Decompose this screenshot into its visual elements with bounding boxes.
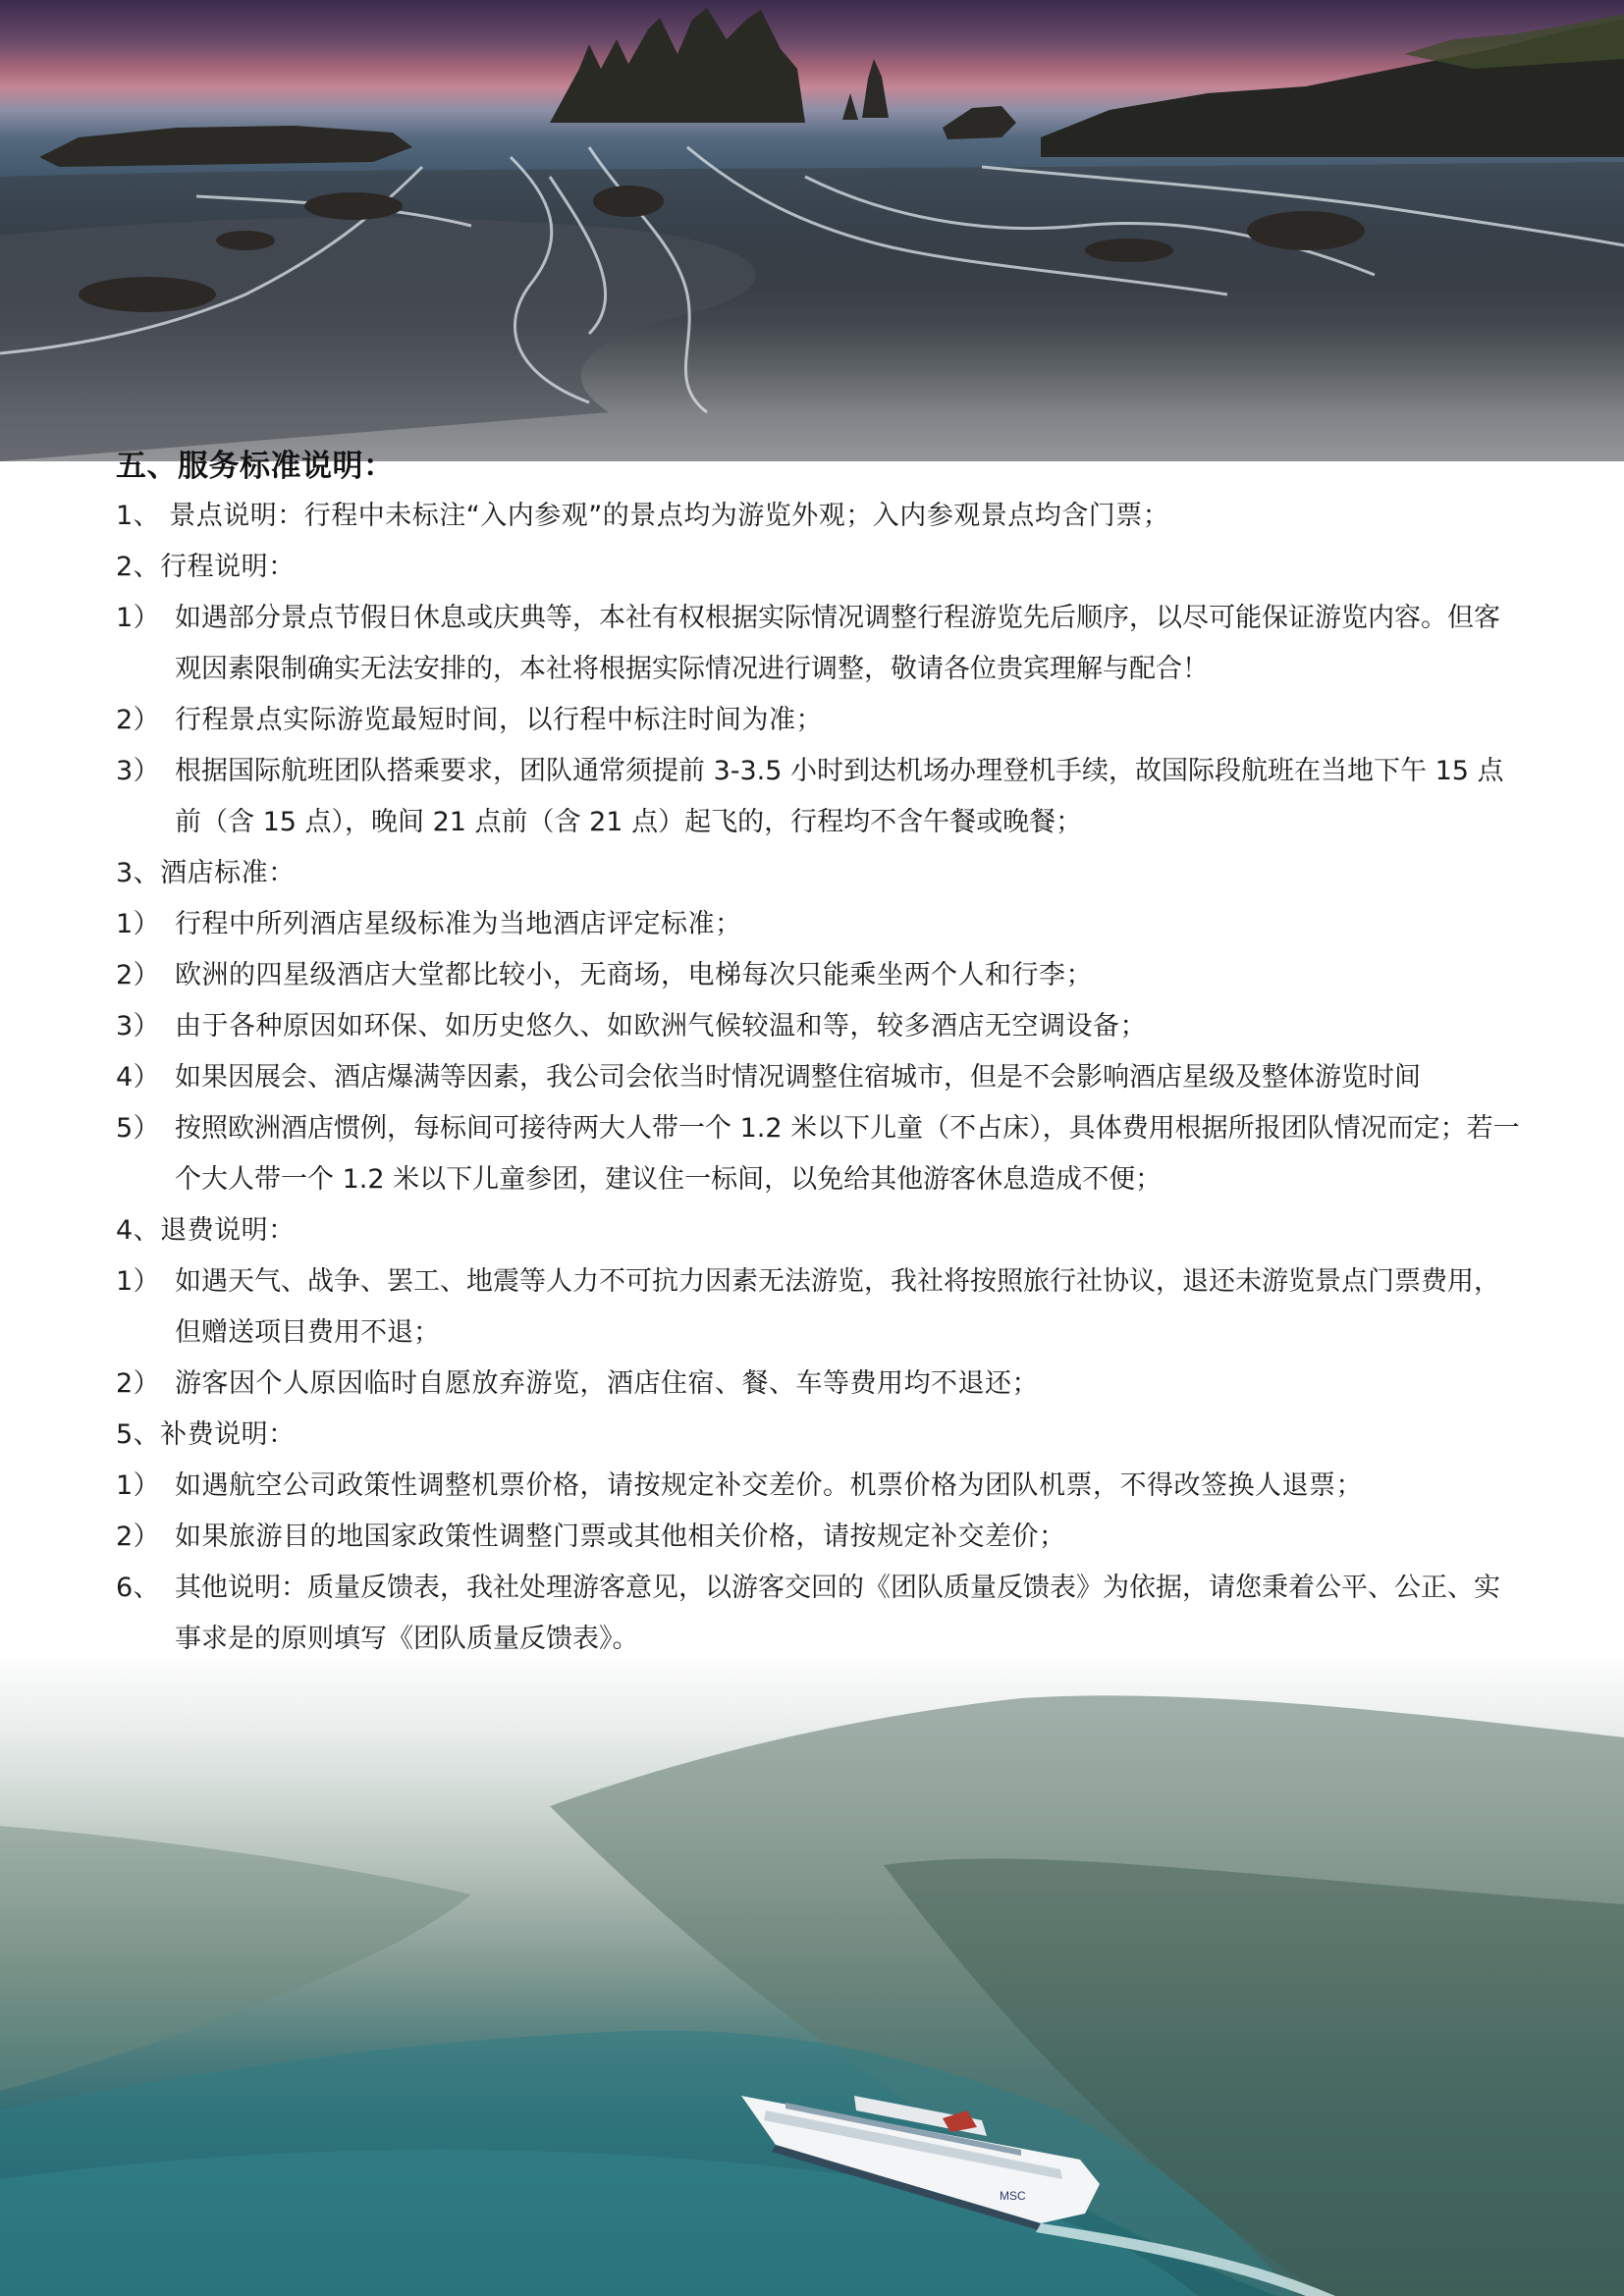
item-text: 如果因展会、酒店爆满等因素，我公司会依当时情况调整住宿城市，但是不会影响酒店星级及整体游览时间 (175, 1062, 1421, 1093)
list-item (116, 950, 1520, 1001)
item-text: 行程中所列酒店星级标准为当地酒店评定标准； (175, 909, 742, 939)
hotel-label: 3、酒店标准： (116, 858, 296, 888)
surcharge-label: 5、补费说明： (116, 1419, 296, 1450)
itinerary-label: 2、行程说明： (116, 552, 296, 582)
list-item (116, 746, 1520, 848)
service-standards (116, 442, 1520, 1665)
item-number: 6、 (116, 1573, 161, 1603)
item-number: 2） (116, 1522, 161, 1552)
item-text: 游客因个人原因临时自愿放弃游览，酒店住宿、餐、车等费用均不退还； (175, 1368, 1039, 1399)
refund-label: 4、退费说明： (116, 1215, 296, 1246)
list-item (116, 1359, 1520, 1410)
sight-description: 1、 景点说明：行程中未标注“入内参观”的景点均为游览外观；入内参观景点均含门票； (116, 501, 1170, 531)
list-item (116, 1103, 1520, 1205)
list-item (116, 1461, 1520, 1512)
item-number: 2） (116, 1368, 161, 1399)
item-text: 按照欧洲酒店惯例，每标间可接待两大人带一个 1.2 米以下儿童（不占床），具体费用根据所报团队情况而定；若一个大人带一个 1.2 米以下儿童参团，建议住一标间，以免给其他游客休息造成不便； (175, 1113, 1520, 1195)
list-item (116, 1256, 1520, 1359)
list-item (116, 899, 1520, 950)
seascape-illustration (0, 0, 1624, 461)
item-number: 1） (116, 1470, 161, 1501)
item-text: 如遇天气、战争、罢工、地震等人力不可抗力因素无法游览，我社将按照旅行社协议，退还未游览景点门票费用，但赠送项目费用不退； (175, 1266, 1500, 1348)
item-text: 根据国际航班团队搭乘要求，团队通常须提前 3-3.5 小时到达机场办理登机手续，故国际段航班在当地下午 15 点前（含 15 点），晚间 21 点前（含 21 点）起飞的，行程均不含午餐或晚餐； (175, 756, 1504, 837)
ship-logo-text: MSC (1000, 2189, 1026, 2203)
other-notes (116, 1563, 1520, 1665)
fjord-illustration (0, 1649, 1624, 2296)
item-number: 4） (116, 1062, 161, 1093)
sea-stack-small (862, 59, 889, 118)
item-number: 1） (116, 603, 161, 633)
section-heading: 五、服务标准说明： (116, 449, 395, 484)
list-item (116, 593, 1520, 695)
item-number: 1） (116, 1266, 161, 1297)
rock-left (39, 126, 412, 167)
item-text: 由于各种原因如环保、如历史悠久、如欧洲气候较温和等，较多酒店无空调设备； (175, 1011, 1147, 1041)
list-item (116, 1001, 1520, 1052)
item-number: 3） (116, 1011, 161, 1041)
item-text: 如果旅游目的地国家政策性调整门票或其他相关价格，请按规定补交差价； (175, 1522, 1066, 1552)
item-text: 行程景点实际游览最短时间，以行程中标注时间为准； (175, 705, 823, 735)
item-number: 2） (116, 705, 161, 735)
item-text: 欧洲的四星级酒店大堂都比较小，无商场，电梯每次只能乘坐两个人和行李； (175, 960, 1093, 990)
sea-stacks (550, 8, 805, 123)
item-text: 其他说明：质量反馈表，我社处理游客意见，以游客交回的《团队质量反馈表》为依据，请您秉着公平、公正、实事求是的原则填写《团队质量反馈表》。 (175, 1573, 1500, 1654)
item-number: 2） (116, 960, 161, 990)
list-item (116, 1512, 1520, 1563)
item-number: 5） (116, 1113, 161, 1144)
item-text: 如遇航空公司政策性调整机票价格，请按规定补交差价。机票价格为团队机票，不得改签换人退票； (175, 1470, 1363, 1501)
header-seascape-photo (0, 0, 1624, 461)
item-number: 3） (116, 756, 161, 786)
list-item (116, 1052, 1520, 1103)
list-item (116, 695, 1520, 746)
footer-fjord-photo (0, 1649, 1624, 2296)
item-number: 1） (116, 909, 161, 939)
item-text: 如遇部分景点节假日休息或庆典等，本社有权根据实际情况调整行程游览先后顺序，以尽可能保证游览内容。但客观因素限制确实无法安排的，本社将根据实际情况进行调整，敬请各位贵宾理解与配合！ (175, 603, 1500, 684)
